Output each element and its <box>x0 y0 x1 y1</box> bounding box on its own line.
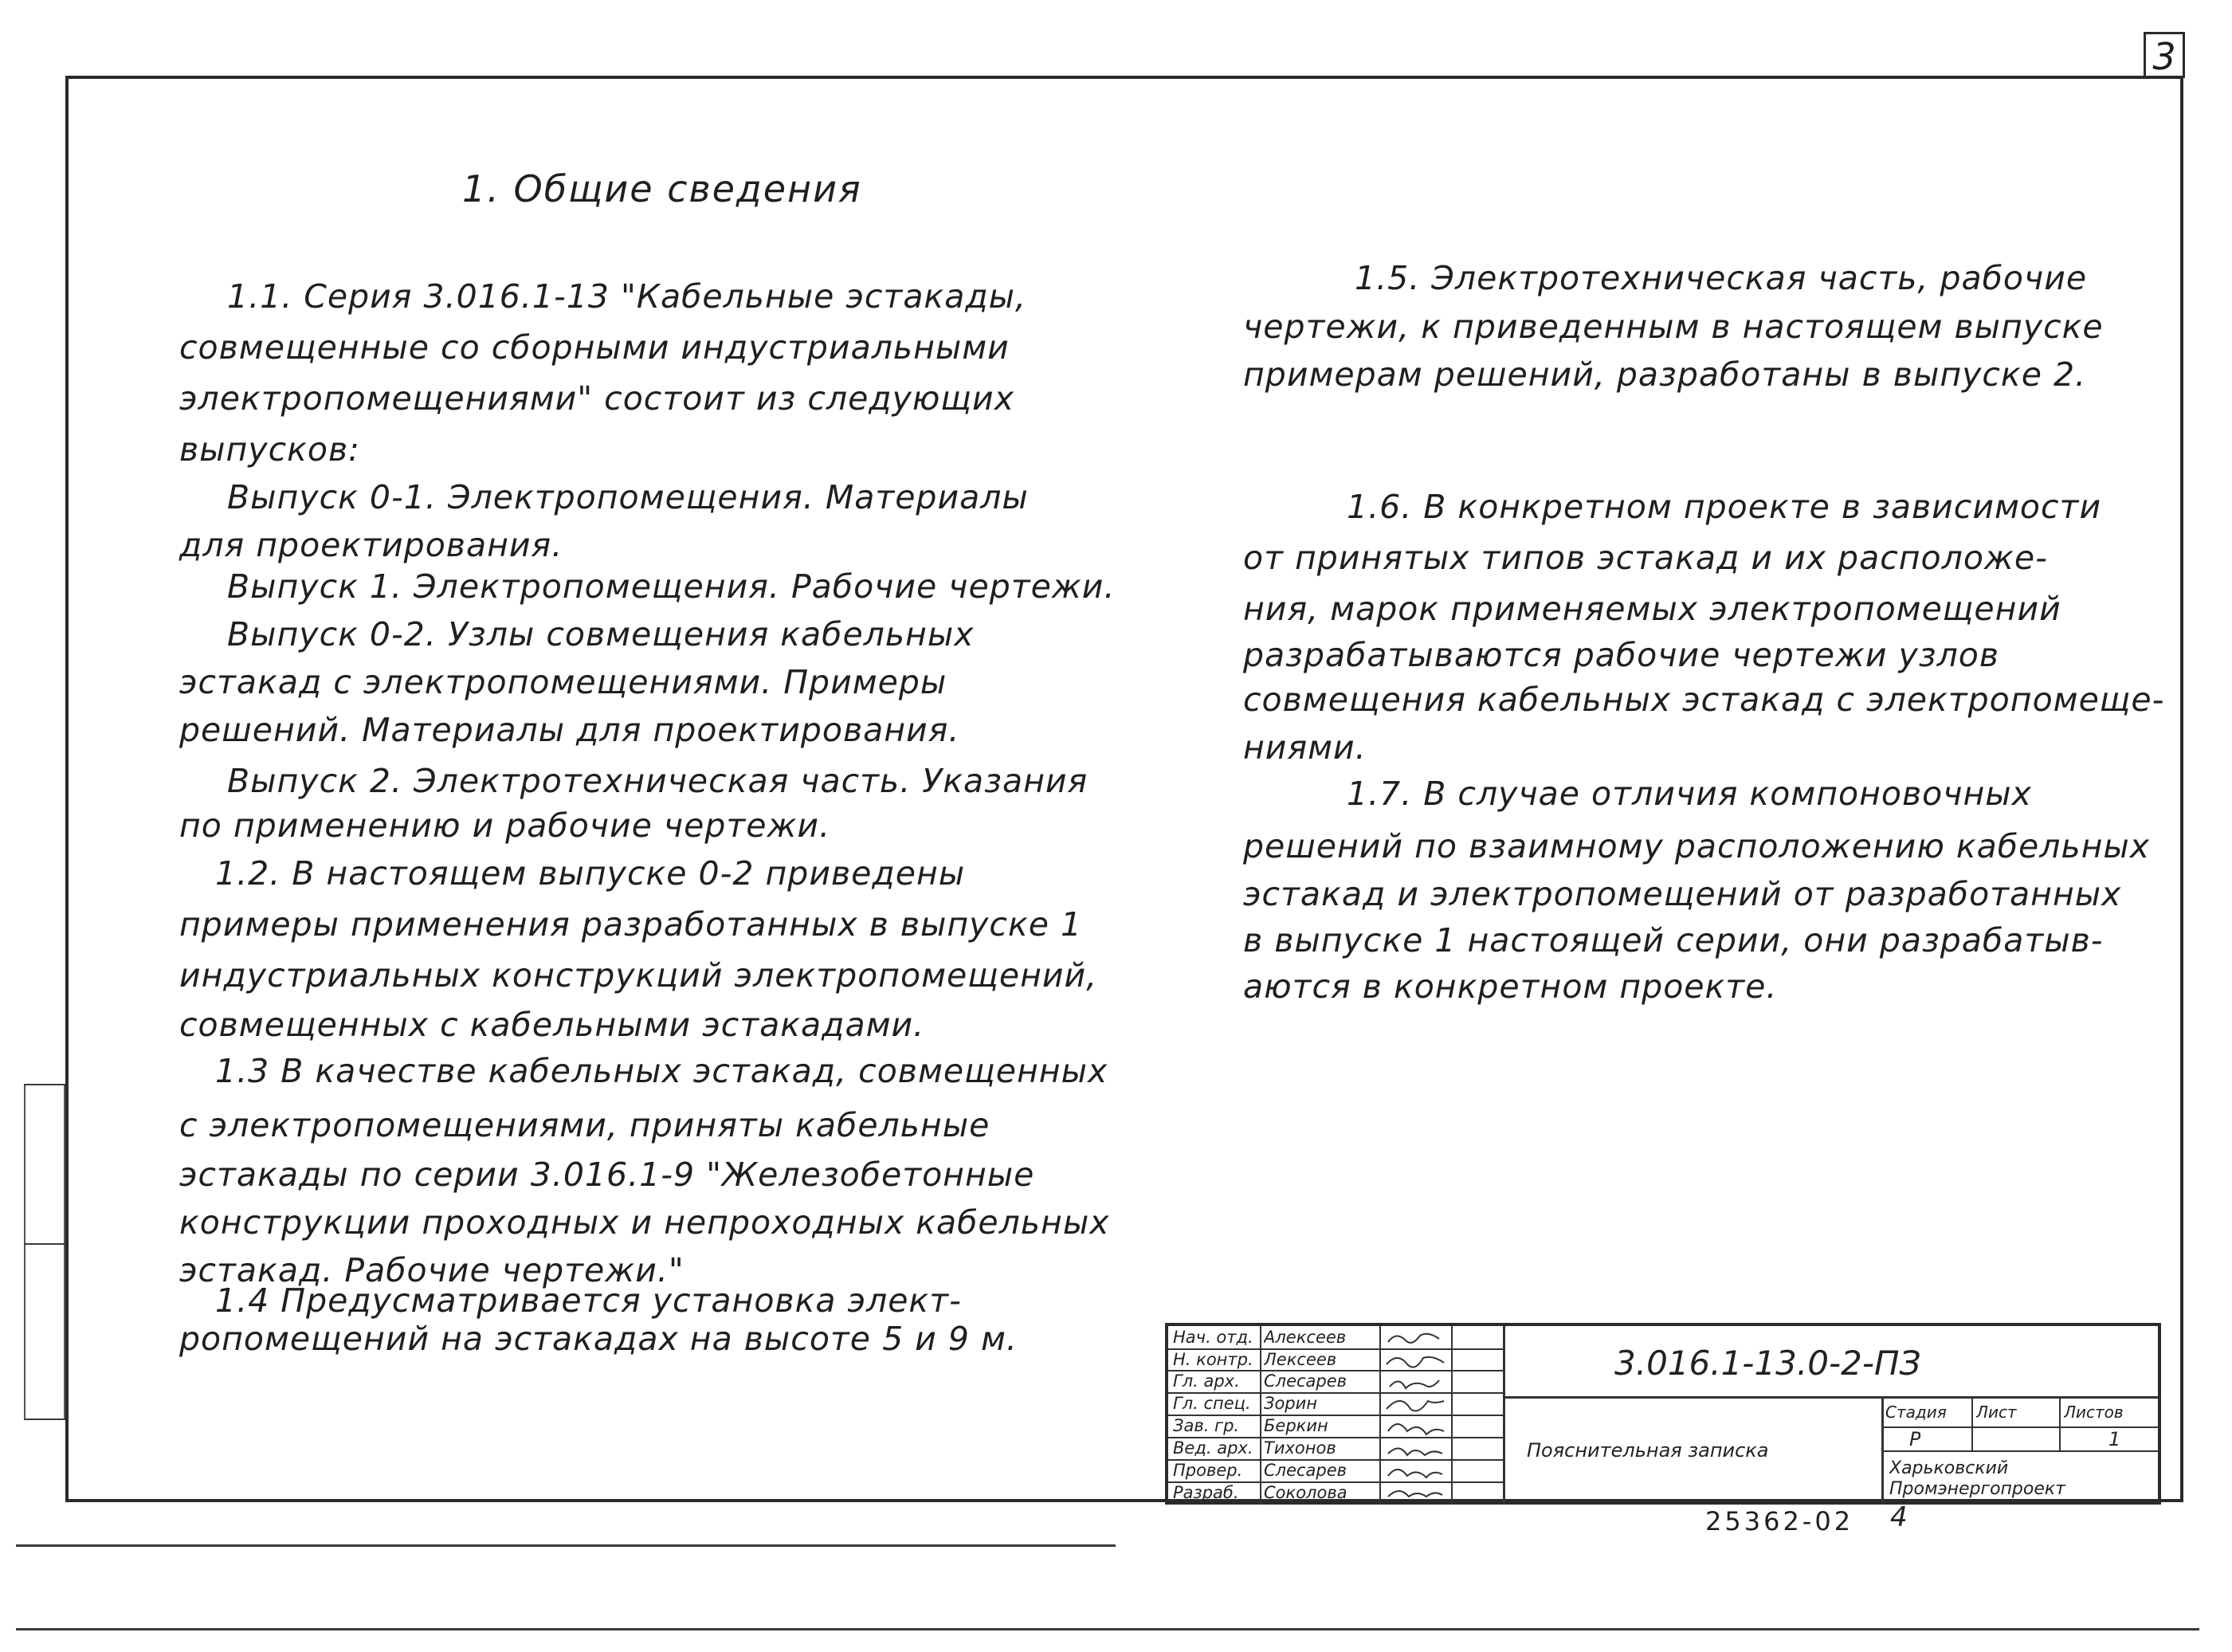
signature-column <box>1382 1326 1450 1505</box>
text-line: чертежи, к приведенным в настоящем выпуске <box>1243 308 2104 346</box>
role-label: Гл. спец. <box>1173 1394 1251 1413</box>
text-line: индустриальных конструкций электропомещений, <box>179 956 1098 995</box>
title-block <box>1165 1323 2161 1505</box>
text-line: в выпуске 1 настоящей серии, они разрабатыв- <box>1243 921 2104 959</box>
sheets-header: Листов <box>2064 1403 2124 1422</box>
text-line: 1.6. В конкретном проекте в зависимости <box>1347 488 2102 526</box>
text-line: примеры применения разработанных в выпуске 1 <box>179 905 1083 944</box>
binding-margin-line <box>64 1084 65 1419</box>
signature-mark <box>1388 1448 1442 1455</box>
role-label: Зав. гр. <box>1173 1416 1240 1435</box>
role-label: Нач. отд. <box>1173 1328 1253 1347</box>
role-label: Гл. арх. <box>1173 1371 1240 1391</box>
text-line: конструкции проходных и непроходных кабельных <box>179 1203 1110 1242</box>
sheet-number: 3 <box>2144 32 2185 78</box>
text-line: с электропомещениями, приняты кабельные <box>179 1106 990 1144</box>
signature-mark <box>1387 1357 1444 1368</box>
text-line: Выпуск 2. Электротехническая часть. Указания <box>227 762 1089 800</box>
text-line: электропомещениями" состоит из следующих <box>179 379 1014 418</box>
binding-tick <box>24 1084 65 1085</box>
text-line: решений по взаимному расположению кабельных <box>1243 827 2151 865</box>
text-line: решений. Материалы для проектирования. <box>179 711 960 749</box>
section-heading: 1. Общие сведения <box>462 167 862 210</box>
person-name: Соколова <box>1264 1483 1347 1502</box>
person-name: Слесарев <box>1264 1461 1347 1480</box>
person-name: Беркин <box>1264 1416 1328 1435</box>
text-line: примерам решений, разработаны в выпуске 2. <box>1243 355 2087 394</box>
text-line: совмещенные со сборными индустриальными <box>179 328 1010 367</box>
person-name: Слесарев <box>1264 1371 1347 1391</box>
text-line: Выпуск 0-2. Узлы совмещения кабельных <box>227 615 975 653</box>
text-line: от принятых типов эстакад и их расположе- <box>1243 539 2048 577</box>
stage-value: Р <box>1909 1428 1921 1450</box>
format-note: 4 <box>1890 1501 1908 1533</box>
text-line: эстакад и электропомещений от разработанных <box>1243 875 2122 913</box>
text-line: эстакады по серии 3.016.1-9 "Железобетонные <box>179 1156 1035 1194</box>
text-line: 1.3 В качестве кабельных эстакад, совмещенных <box>215 1052 1108 1090</box>
signature-mark <box>1388 1491 1442 1497</box>
binding-tick <box>24 1419 65 1420</box>
text-line: Выпуск 1. Электропомещения. Рабочие чертежи. <box>227 567 1116 606</box>
text-line: 1.2. В настоящем выпуске 0-2 приведены <box>215 854 966 893</box>
text-line: 1.7. В случае отличия компоновочных <box>1347 775 2032 813</box>
text-line: для проектирования. <box>179 526 563 564</box>
text-line: совмещения кабельных эстакад с электропомеще- <box>1243 681 2165 719</box>
document-designation: 3.016.1-13.0-2-ПЗ <box>1614 1344 1921 1383</box>
role-label: Н. контр. <box>1173 1350 1253 1369</box>
text-line: ропомещений на эстакадах на высоте 5 и 9 м. <box>179 1320 1018 1358</box>
role-label: Разраб. <box>1173 1483 1239 1502</box>
person-name: Зорин <box>1264 1394 1318 1413</box>
binding-tick <box>24 1243 65 1245</box>
sheet-header: Лист <box>1976 1403 2017 1422</box>
stage-header: Стадия <box>1885 1403 1947 1422</box>
text-line: 1.4 Предусматривается установка элект- <box>215 1281 962 1320</box>
bottom-trim-line <box>16 1544 1116 1547</box>
signature-mark <box>1387 1401 1444 1411</box>
text-line: эстакад. Рабочие чертежи." <box>179 1251 685 1289</box>
text-line: 1.5. Электротехническая часть, рабочие <box>1355 259 2088 297</box>
binding-margin-line <box>24 1084 25 1419</box>
text-line: Выпуск 0-1. Электропомещения. Материалы <box>227 478 1029 516</box>
text-line: по применению и рабочие чертежи. <box>179 806 831 845</box>
document-title: Пояснительная записка <box>1527 1439 1769 1462</box>
text-line: аются в конкретном проекте. <box>1243 967 1778 1006</box>
signature-mark <box>1390 1380 1439 1388</box>
signature-mark <box>1388 1470 1442 1477</box>
text-line: эстакад с электропомещениями. Примеры <box>179 663 947 701</box>
text-line: ниями. <box>1243 728 1367 767</box>
inventory-number: 25362-02 <box>1705 1506 1854 1536</box>
person-name: Тихонов <box>1264 1438 1336 1458</box>
text-line: разрабатываются рабочие чертежи узлов <box>1243 636 2000 674</box>
sheet-value: 1 <box>2108 1428 2121 1450</box>
organization-name: Харьковский Промэнергопроект <box>1889 1458 2065 1499</box>
bottom-page-edge <box>16 1628 2199 1630</box>
signature-mark <box>1388 1334 1439 1343</box>
text-line: выпусков: <box>179 430 360 469</box>
text-line: ния, марок применяемых электропомещений <box>1243 590 2061 628</box>
person-name: Лексеев <box>1264 1350 1337 1369</box>
signature-mark <box>1388 1424 1444 1434</box>
role-label: Вед. арх. <box>1173 1438 1253 1458</box>
text-line: совмещенных с кабельными эстакадами. <box>179 1006 925 1044</box>
role-label: Провер. <box>1173 1461 1243 1480</box>
text-line: 1.1. Серия 3.016.1-13 "Кабельные эстакады, <box>227 277 1027 316</box>
person-name: Алексеев <box>1264 1328 1347 1347</box>
